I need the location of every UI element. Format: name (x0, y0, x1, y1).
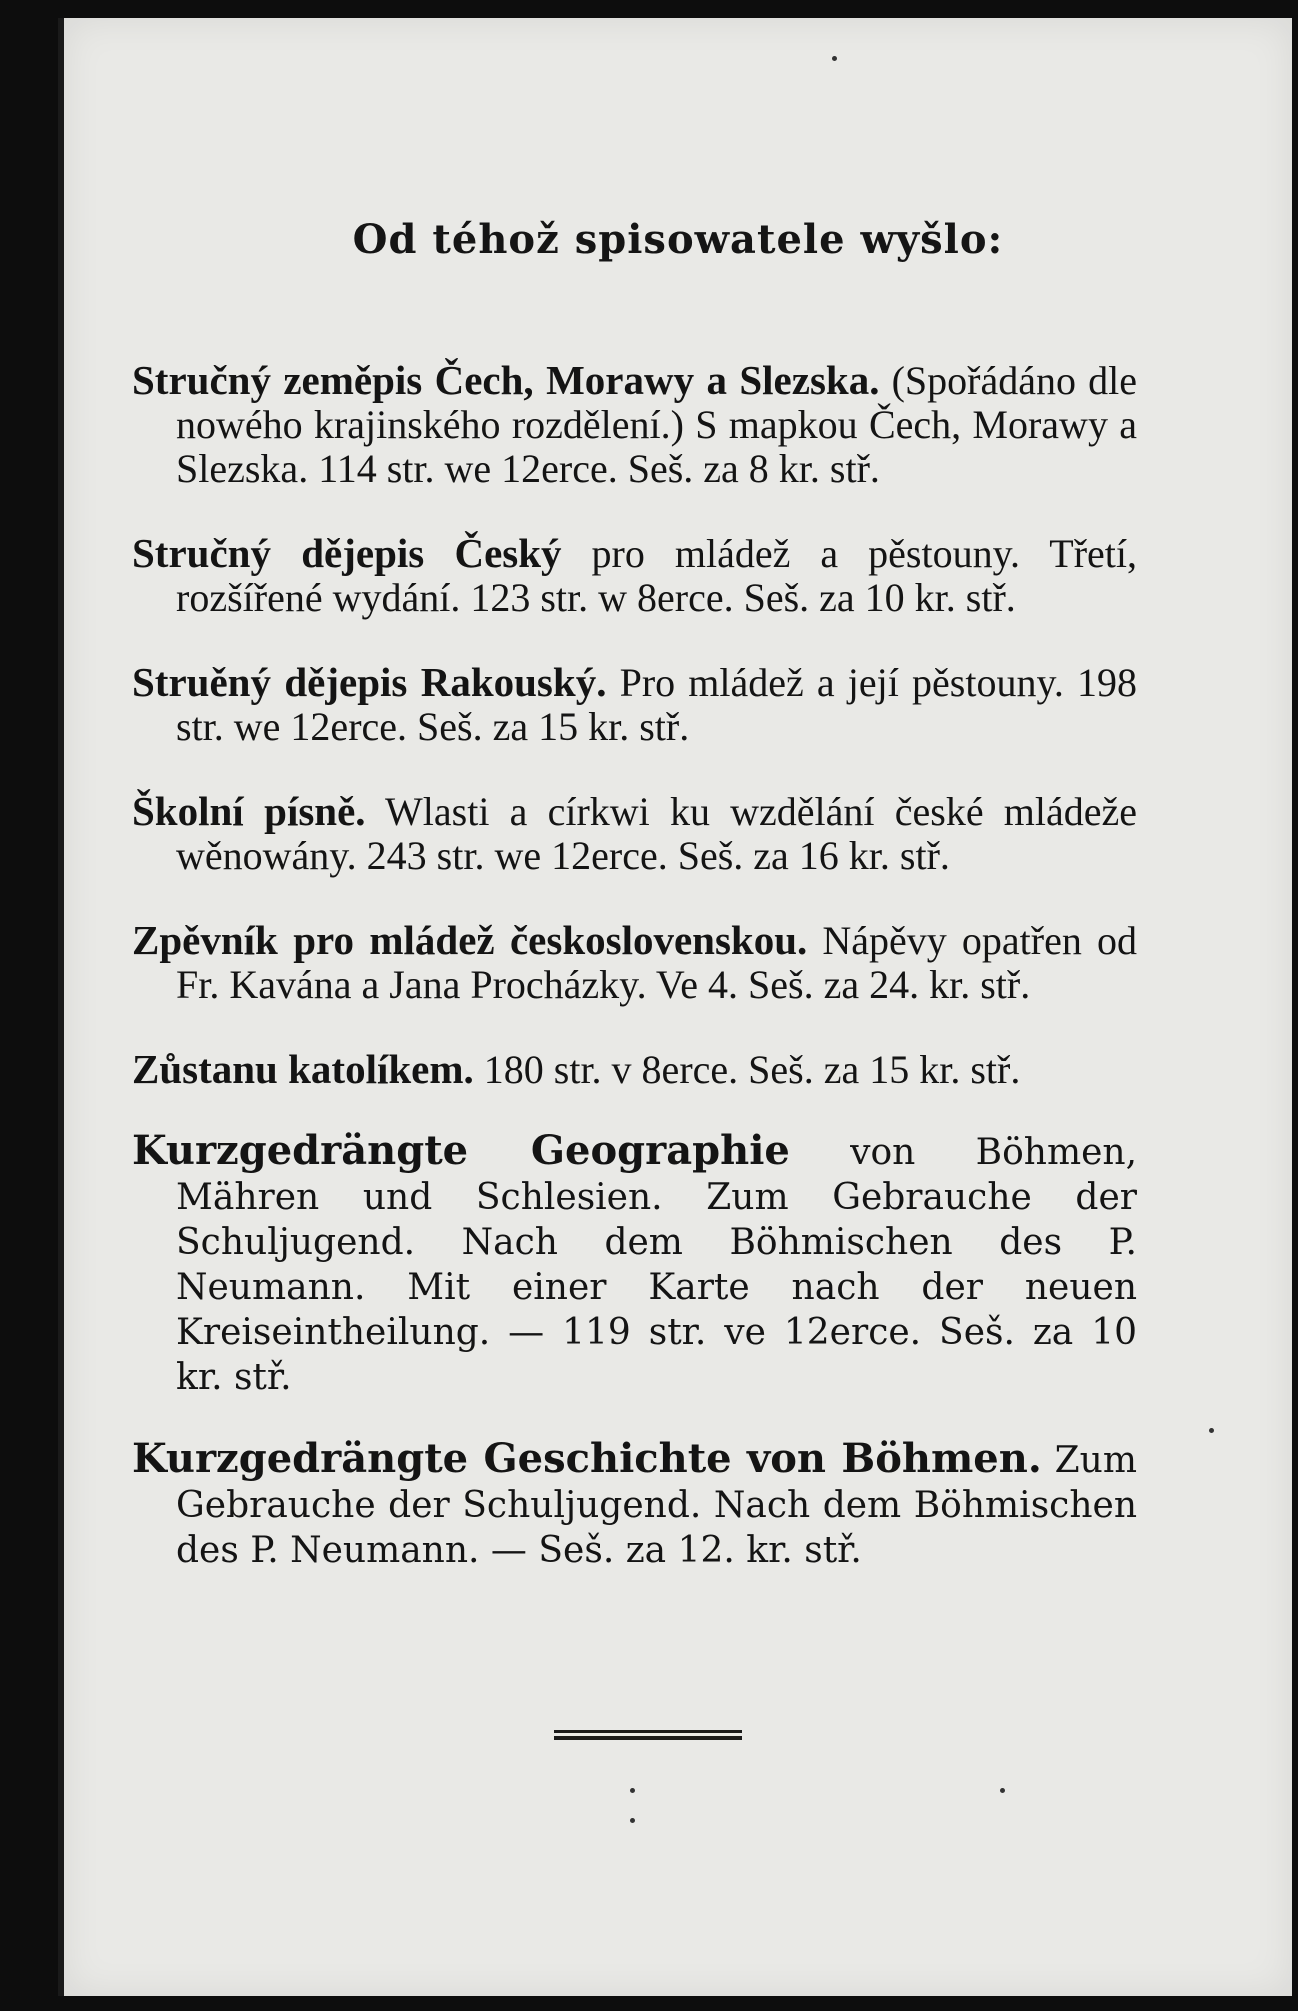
book-title: Stručný dějepis Český (132, 530, 562, 576)
book-entry (132, 1047, 1137, 1092)
book-title: Kurzgedrängte Geographie (132, 1127, 790, 1174)
book-description: 180 str. v 8erce. Seš. za 15 kr. stř. (473, 1047, 1021, 1092)
page (58, 18, 1292, 1996)
book-title: Struěný dějepis Rakouský. (132, 659, 607, 705)
book-entry (132, 1436, 1137, 1573)
rule-line-top (554, 1730, 742, 1733)
book-description: (Spořádáno dle nowého krajinského rozdělení.) S mapkou Čech, Morawy a Slezska. 114 str. we 12erce. Seš. za 8 kr. stř. (176, 358, 1137, 491)
book-entry (132, 358, 1137, 491)
closing-double-rule (554, 1730, 742, 1742)
book-description: von Böhmen, Mähren und Schlesien. Zum Gebrauche der Schuljugend. Nach dem Böhmischen des P. Neumann. Mit einer Karte nach der neuen Kreiseintheilung. — 119 str. ve 12erce. Seš. za 10 kr. stř. (176, 1132, 1138, 1398)
book-description: Pro mládež a její pěstouny. 198 str. we 12erce. Seš. za 15 kr. stř. (176, 660, 1137, 749)
book-entry (132, 789, 1137, 878)
book-title: Kurzgedrängte Geschichte von Böhmen. (132, 1435, 1042, 1482)
paper-speck (1000, 1788, 1005, 1793)
book-entry (132, 1128, 1137, 1400)
book-title: Zůstanu katolíkem. (132, 1046, 474, 1092)
book-list (132, 318, 1137, 1599)
book-entry (132, 918, 1137, 1007)
book-entry (132, 660, 1137, 749)
book-description: Zum Gebrauche der Schuljugend. Nach dem Böhmischen des P. Neumann. — Seš. za 12. kr. stř. (176, 1440, 1138, 1571)
paper-speck (630, 1788, 635, 1793)
paper-speck (832, 56, 837, 61)
book-entry (132, 531, 1137, 620)
book-description: Wlasti a církwi ku wzdělání české mládeže wěnowány. 243 str. we 12erce. Seš. za 16 kr. stř. (176, 789, 1138, 878)
book-description: pro mládež a pěstouny. Třetí, rozšířené wydání. 123 str. w 8erce. Seš. za 10 kr. stř. (176, 531, 1137, 620)
paper-speck (630, 1818, 635, 1823)
page-heading: Od téhož spisowatele wyšlo: (352, 216, 1004, 263)
book-title: Zpěvník pro mládež československou. (132, 917, 808, 963)
paper-speck (1209, 1428, 1214, 1433)
book-title: Školní písně. (132, 788, 366, 834)
rule-line-bottom (554, 1736, 742, 1740)
book-description: Nápěvy opatřen od Fr. Kavána a Jana Procházky. Ve 4. Seš. za 24. kr. stř. (176, 918, 1137, 1007)
book-title: Stručný zeměpis Čech, Morawy a Slezska. (132, 357, 880, 403)
